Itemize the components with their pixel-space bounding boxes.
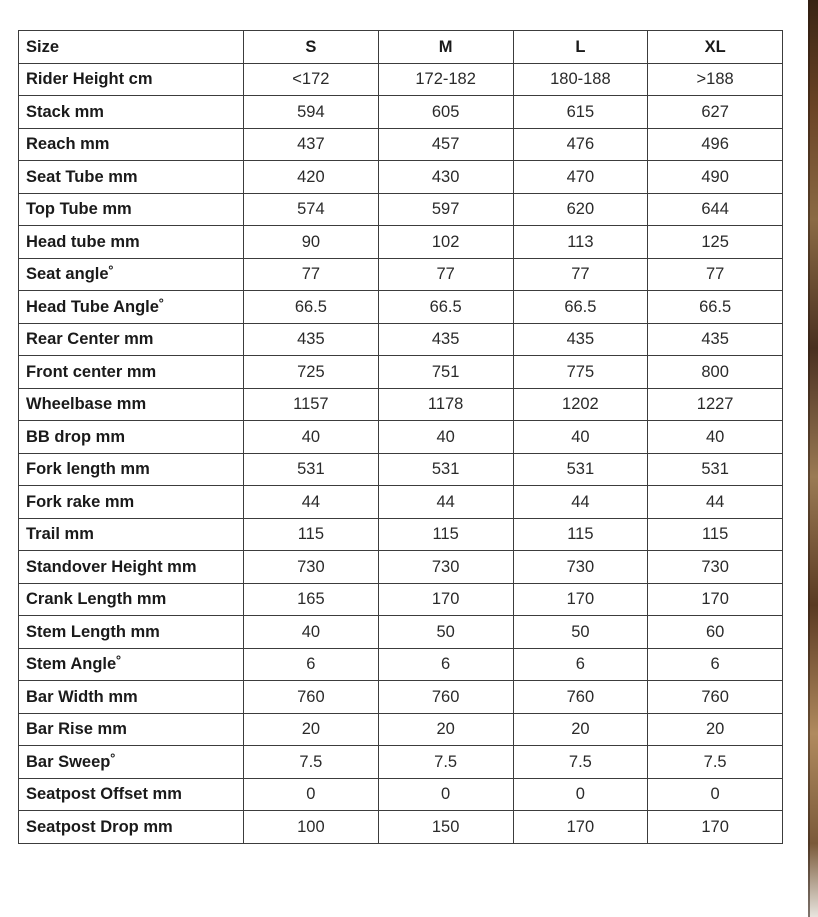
table-cell: 531 (378, 453, 513, 486)
table-cell: 627 (648, 96, 783, 129)
table-cell: 77 (244, 258, 379, 291)
row-label: Front center mm (19, 356, 244, 389)
table-cell: 102 (378, 226, 513, 259)
row-label: Stem Length mm (19, 616, 244, 649)
table-cell: 66.5 (244, 291, 379, 324)
table-row (19, 453, 783, 486)
table-row (19, 63, 783, 96)
table-cell: 0 (648, 778, 783, 811)
table-cell: 574 (244, 193, 379, 226)
table-cell: 44 (378, 486, 513, 519)
row-label: Bar Width mm (19, 681, 244, 714)
row-label: Seatpost Offset mm (19, 778, 244, 811)
table-cell: 6 (378, 648, 513, 681)
table-cell: 760 (378, 681, 513, 714)
table-cell: 20 (648, 713, 783, 746)
table-cell: 605 (378, 96, 513, 129)
table-cell: 470 (513, 161, 648, 194)
table-cell: 113 (513, 226, 648, 259)
table-cell: 435 (648, 323, 783, 356)
table-row (19, 778, 783, 811)
table-cell: 170 (648, 583, 783, 616)
table-cell: 44 (244, 486, 379, 519)
table-cell: 476 (513, 128, 648, 161)
table-cell: 150 (378, 811, 513, 844)
row-label: Seat angle˚ (19, 258, 244, 291)
background-photo-edge (808, 0, 818, 917)
table-cell: 172-182 (378, 63, 513, 96)
table-row (19, 616, 783, 649)
table-cell: 620 (513, 193, 648, 226)
table-cell: 100 (244, 811, 379, 844)
table-cell: 420 (244, 161, 379, 194)
table-cell: 435 (244, 323, 379, 356)
table-row (19, 713, 783, 746)
row-label: Head tube mm (19, 226, 244, 259)
row-label: Fork length mm (19, 453, 244, 486)
table-cell: 40 (378, 421, 513, 454)
table-row (19, 323, 783, 356)
table-cell: 40 (513, 421, 648, 454)
table-cell: 435 (513, 323, 648, 356)
table-cell: 20 (244, 713, 379, 746)
table-row (19, 681, 783, 714)
table-cell: 1178 (378, 388, 513, 421)
table-cell: 7.5 (244, 746, 379, 779)
table-cell: 77 (513, 258, 648, 291)
table-row (19, 388, 783, 421)
table-cell: 7.5 (648, 746, 783, 779)
table-cell: 751 (378, 356, 513, 389)
table-row (19, 518, 783, 551)
table-cell: 1202 (513, 388, 648, 421)
table-cell: 644 (648, 193, 783, 226)
table-cell: 7.5 (378, 746, 513, 779)
table-cell: 66.5 (378, 291, 513, 324)
table-cell: 531 (513, 453, 648, 486)
table-cell: 125 (648, 226, 783, 259)
table-cell: 170 (513, 811, 648, 844)
table-cell: 40 (244, 421, 379, 454)
table-cell: 730 (378, 551, 513, 584)
table-cell: 77 (378, 258, 513, 291)
table-cell: 531 (648, 453, 783, 486)
header-size-l: L (513, 31, 648, 64)
table-cell: 6 (513, 648, 648, 681)
table-cell: 0 (378, 778, 513, 811)
row-label: Crank Length mm (19, 583, 244, 616)
table-cell: 775 (513, 356, 648, 389)
row-label: Top Tube mm (19, 193, 244, 226)
table-cell: 594 (244, 96, 379, 129)
row-label: Trail mm (19, 518, 244, 551)
table-cell: 0 (244, 778, 379, 811)
table-row (19, 291, 783, 324)
table-cell: 0 (513, 778, 648, 811)
table-cell: 115 (648, 518, 783, 551)
table-cell: 20 (513, 713, 648, 746)
table-cell: 760 (648, 681, 783, 714)
table-cell: 435 (378, 323, 513, 356)
row-label: Head Tube Angle˚ (19, 291, 244, 324)
table-cell: 44 (513, 486, 648, 519)
table-cell: 40 (648, 421, 783, 454)
table-cell: 50 (513, 616, 648, 649)
row-label: Standover Height mm (19, 551, 244, 584)
table-cell: 597 (378, 193, 513, 226)
table-cell: 115 (378, 518, 513, 551)
table-row (19, 486, 783, 519)
table-cell: 6 (648, 648, 783, 681)
table-cell: 496 (648, 128, 783, 161)
table-cell: 490 (648, 161, 783, 194)
row-label: Stem Angle˚ (19, 648, 244, 681)
table-row (19, 96, 783, 129)
table-cell: 615 (513, 96, 648, 129)
row-label: Reach mm (19, 128, 244, 161)
table-row (19, 193, 783, 226)
table-row (19, 746, 783, 779)
table-cell: 60 (648, 616, 783, 649)
table-cell: 44 (648, 486, 783, 519)
geometry-table (18, 30, 783, 844)
table-cell: 760 (513, 681, 648, 714)
row-label: Bar Rise mm (19, 713, 244, 746)
table-cell: 6 (244, 648, 379, 681)
table-cell: 170 (513, 583, 648, 616)
row-label: Rear Center mm (19, 323, 244, 356)
table-row (19, 811, 783, 844)
row-label: Bar Sweep˚ (19, 746, 244, 779)
table-row (19, 551, 783, 584)
table-row (19, 161, 783, 194)
table-cell: 90 (244, 226, 379, 259)
table-cell: 50 (378, 616, 513, 649)
table-cell: 170 (378, 583, 513, 616)
table-cell: 1157 (244, 388, 379, 421)
row-label: Fork rake mm (19, 486, 244, 519)
row-label: Seatpost Drop mm (19, 811, 244, 844)
table-cell: 115 (513, 518, 648, 551)
table-cell: 115 (244, 518, 379, 551)
table-row (19, 226, 783, 259)
table-cell: 730 (513, 551, 648, 584)
table-cell: 180-188 (513, 63, 648, 96)
header-size-s: S (244, 31, 379, 64)
table-row (19, 421, 783, 454)
table-cell: 730 (648, 551, 783, 584)
table-cell: 165 (244, 583, 379, 616)
table-cell: 1227 (648, 388, 783, 421)
row-label: Wheelbase mm (19, 388, 244, 421)
table-cell: 531 (244, 453, 379, 486)
table-row (19, 128, 783, 161)
table-cell: 77 (648, 258, 783, 291)
header-size-label: Size (19, 31, 244, 64)
table-row (19, 648, 783, 681)
table-cell: 730 (244, 551, 379, 584)
header-size-xl: XL (648, 31, 783, 64)
table-row (19, 583, 783, 616)
row-label: Stack mm (19, 96, 244, 129)
table-cell: 437 (244, 128, 379, 161)
row-label: BB drop mm (19, 421, 244, 454)
table-cell: <172 (244, 63, 379, 96)
table-cell: 20 (378, 713, 513, 746)
row-label: Seat Tube mm (19, 161, 244, 194)
row-label: Rider Height cm (19, 63, 244, 96)
table-cell: 170 (648, 811, 783, 844)
table-body (19, 63, 783, 843)
table-cell: 66.5 (513, 291, 648, 324)
table-cell: 7.5 (513, 746, 648, 779)
header-size-m: M (378, 31, 513, 64)
table-cell: 457 (378, 128, 513, 161)
table-cell: 40 (244, 616, 379, 649)
table-cell: 800 (648, 356, 783, 389)
table-cell: 725 (244, 356, 379, 389)
table-cell: >188 (648, 63, 783, 96)
table-row (19, 258, 783, 291)
table-row (19, 356, 783, 389)
table-header-row (19, 31, 783, 64)
table-cell: 760 (244, 681, 379, 714)
table-cell: 66.5 (648, 291, 783, 324)
table-cell: 430 (378, 161, 513, 194)
